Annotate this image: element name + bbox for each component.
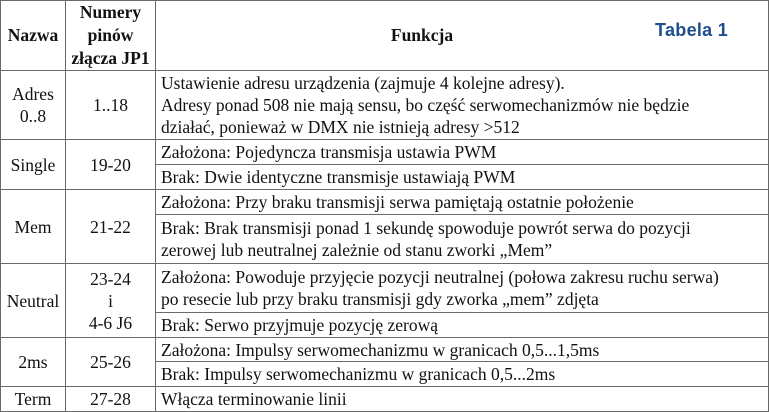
function-line: działać, ponieważ w DMX nie istnieją adresy >512 <box>161 117 520 137</box>
cell-function-off: Brak: Impulsy serwomechanizmu w granicach 0,5...2ms <box>156 362 769 387</box>
header-pins-line: złącza JP1 <box>71 48 150 68</box>
cell-name: Single <box>1 140 66 190</box>
cell-function <box>156 71 769 140</box>
function-line: Założona: Powoduje przyjęcie pozycji neutralnej (połowa zakresu ruchu serwa) <box>161 267 719 287</box>
header-name: Nazwa <box>1 1 66 71</box>
cell-function-off: Brak: Serwo przyjmuje pozycję zerową <box>156 313 769 338</box>
header-function-label: Funkcja <box>390 25 454 45</box>
table-row-single <box>1 140 769 165</box>
header-row <box>1 1 769 71</box>
table-row-2ms <box>1 338 769 362</box>
cell-function-off <box>156 215 769 264</box>
pins-line: 23-24 <box>90 268 131 289</box>
cell-function-on: Założona: Przy braku transmisji serwa pamiętają ostatnie położenie <box>156 190 769 215</box>
header-pins-line: pinów <box>87 25 134 45</box>
cell-function-on: Założona: Impulsy serwomechanizmu w granicach 0,5...1,5ms <box>156 338 769 362</box>
function-line: Brak: Brak transmisji ponad 1 sekundę spowoduje powrót serwa do pozycji <box>161 218 691 238</box>
header-pins <box>66 1 156 71</box>
cell-name: Neutral <box>1 264 66 338</box>
cell-pins: 1..18 <box>66 71 156 140</box>
table-row-term <box>1 387 769 412</box>
pins-line: i <box>108 290 113 311</box>
cell-pins: 27-28 <box>66 387 156 412</box>
cell-function: Włącza terminowanie linii <box>156 387 769 412</box>
name-line: Adres <box>12 84 54 104</box>
table-row-adres <box>1 71 769 140</box>
function-line: po resecie lub przy braku transmisji gdy zworka „mem” zdjęta <box>161 289 599 309</box>
name-line: 0..8 <box>19 106 47 126</box>
table-row-mem <box>1 190 769 215</box>
pins-line: 4-6 J6 <box>88 312 133 333</box>
cell-pins: 19-20 <box>66 140 156 190</box>
function-line: Ustawienie adresu urządzenia (zajmuje 4 kolejne adresy). <box>161 73 565 93</box>
cell-function-on <box>156 264 769 313</box>
cell-function-off: Brak: Dwie identyczne transmisje ustawiają PWM <box>156 165 769 190</box>
cell-pins <box>66 264 156 338</box>
cell-pins: 25-26 <box>66 338 156 387</box>
function-line: Adresy ponad 508 nie mają sensu, bo część serwomechanizmów nie będzie <box>161 95 690 115</box>
cell-name: 2ms <box>1 338 66 387</box>
table-title: Tabela 1 <box>655 20 729 40</box>
function-line: zerowej lub neutralnej zależnie od stanu zworki „Mem” <box>161 240 553 260</box>
header-pins-line: Numery <box>79 2 142 22</box>
table-row-neutral <box>1 264 769 313</box>
cell-name: Mem <box>1 190 66 264</box>
cell-name <box>1 71 66 140</box>
cell-name: Term <box>1 387 66 412</box>
cell-pins: 21-22 <box>66 190 156 264</box>
cell-function-on: Założona: Pojedyncza transmisja ustawia PWM <box>156 140 769 165</box>
